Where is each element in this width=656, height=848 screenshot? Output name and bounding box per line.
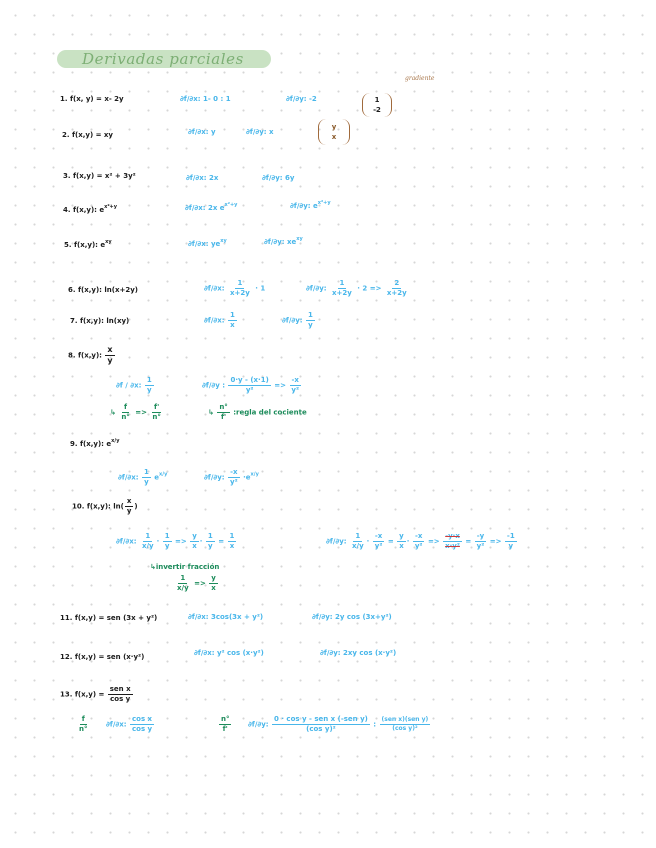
- problem-5-dfdy: [264, 236, 303, 246]
- invert-fraction-note: ↳invertir fracción: [150, 563, 220, 571]
- problem-13-dfdy-fraction: [272, 716, 370, 733]
- problem-10-dfdx-arrow: =>: [175, 537, 187, 546]
- problem-13-function: [60, 686, 134, 703]
- problem-10-dfdy-frac-7-denominator: y: [508, 542, 514, 550]
- problem-10-dfdy-frac-2-numerator: -x: [374, 532, 383, 540]
- problem-13-dfdx-numerator: cos x: [132, 715, 153, 723]
- problem-4-dfdy-base: ∂f/∂y: e: [290, 202, 318, 210]
- problem-13-rule-2-denominator: f': [222, 725, 228, 733]
- problem-10-dfdy-frac-5: [443, 533, 462, 550]
- problem-8-function-fraction: [105, 346, 114, 365]
- problem-13-dfdy-result-denominator: (cos y)²: [392, 725, 418, 732]
- problem-8-dfdx-denominator: y: [146, 386, 152, 394]
- problem-10-dfdy-arrow-2: =>: [489, 537, 502, 546]
- problem-12-dfdy: ∂f/∂y: 2xy cos (x·y²): [320, 649, 397, 657]
- problem-8-dfdx-fraction: [145, 377, 154, 394]
- problem-10-dfdy-frac-6-numerator: -y: [476, 532, 485, 540]
- problem-10-dfdy-frac-6-denominator: y²: [476, 542, 485, 550]
- problem-10-function-fraction: [125, 498, 134, 515]
- problem-10-dfdx-frac-5-denominator: x: [229, 542, 235, 550]
- problem-10-dfdx-frac-5: [228, 533, 237, 550]
- quotient-rule-note-2-text: :regla del cociente: [233, 408, 307, 417]
- invert-fraction-example: [174, 575, 219, 592]
- problem-10-function-numerator: x: [126, 497, 132, 505]
- problem-6-dfdx-tail: · 1: [255, 284, 266, 293]
- problem-8-function-denominator: y: [107, 356, 113, 365]
- problem-8-dfdx-numerator: 1: [146, 376, 152, 384]
- problem-5-dfdx-base: ∂f/∂x: ye: [188, 240, 221, 248]
- problem-4-function-exponent: x²+y: [104, 204, 118, 210]
- problem-10-dfdy-arrow-1: =>: [427, 537, 440, 546]
- problem-13-rule-2-fraction: [219, 716, 231, 733]
- problem-6-dfdy-result: [385, 280, 409, 297]
- gradient-vector-2-bottom: x: [331, 133, 337, 141]
- problem-10-dfdy-equals-1: =: [387, 537, 394, 546]
- problem-13-rule-1-fraction: [77, 716, 89, 733]
- problem-12-function: 12. f(x,y) = sen (x·y²): [60, 653, 145, 661]
- problem-6-dfdx-numerator: 1: [237, 279, 243, 287]
- problem-10-dfdx-frac-2-denominator: y: [164, 542, 170, 550]
- invert-fraction-example-frac-1-numerator: 1: [180, 574, 186, 582]
- problem-10-function-denominator: y: [126, 507, 132, 515]
- problem-10-dfdy-frac-3-numerator: y: [399, 532, 404, 540]
- problem-10-dfdx-frac-2-numerator: 1: [164, 532, 170, 540]
- problem-10-dfdx-frac-3: [190, 533, 199, 550]
- problem-4-function: [63, 204, 118, 214]
- problem-7-dfdx-denominator: x: [230, 321, 235, 329]
- quotient-rule-note-1-result: [150, 404, 162, 421]
- gradient-vector-2: [318, 119, 350, 145]
- problem-9-dfdx-numerator: 1: [143, 468, 149, 476]
- problem-10-dfdy-frac-2-denominator: y²: [374, 542, 383, 550]
- problem-10-dfdy-frac-4: [413, 533, 425, 550]
- problem-9-dfdx: [118, 469, 167, 486]
- problem-6-dfdx-denominator: x+2y: [229, 289, 250, 297]
- problem-1-dfdy: ∂f/∂y: -2: [286, 95, 317, 103]
- problem-10-dfdy-frac-5-denominator: x·y²: [445, 542, 460, 550]
- problem-13-rule-1: [76, 716, 90, 733]
- problem-3-dfdy: ∂f/∂y: 6y: [262, 174, 295, 182]
- problem-10-dfdy-frac-7: [505, 533, 517, 550]
- problem-10-dfdy: ∂f/∂y: $\frac{1}{x/y}$ · $\frac{-x}{\text{y²}}$ = $\frac{y}{x}$ · $\frac{-x}{\text{y²}}$ => $\frac{-y\cdot x}{\text{x·y²}}$ = $\frac{-y}{\text{y²}}$ => $\frac{-1}{y}$: [326, 532, 515, 550]
- invert-fraction-example-arrow: =>: [194, 579, 206, 588]
- problem-9-function-exponent: x/y: [111, 438, 120, 444]
- problem-5-dfdx-exponent: xy: [220, 238, 227, 244]
- problem-2-dfdy: ∂f/∂y: x: [246, 128, 274, 136]
- invert-fraction-example-frac-2: [209, 575, 218, 592]
- invert-fraction-example-frac-2-numerator: y: [211, 574, 216, 582]
- problem-4-dfdx: [185, 202, 238, 212]
- problem-8-dfdy: [202, 377, 302, 394]
- quotient-rule-note-2: [208, 404, 307, 421]
- problem-9-dfdy-label: ∂f/∂y:: [204, 473, 225, 482]
- problem-10-dfdx: ∂f/∂x: $\frac{1}{x/y}$ · $\frac{1}{y}$ => $\frac{y}{x}$ · $\frac{1}{y}$ = $\frac{1}{x}$: [116, 532, 235, 550]
- problem-7-function: 7. f(x,y): ln(xy): [70, 317, 130, 325]
- gradient-vector-1: [362, 93, 392, 117]
- problem-9-dfdx-fraction: [142, 469, 151, 486]
- gradient-vector-2-top: y: [331, 123, 337, 131]
- problem-4-dfdx-base: ∂f/∂x: 2x e: [185, 204, 225, 212]
- problem-5-function: [64, 239, 112, 249]
- problem-4-dfdy: [290, 200, 331, 210]
- gradient-label: gradiente: [405, 75, 435, 82]
- problem-6-dfdx: [204, 280, 265, 297]
- problem-9-dfdy-fraction: [228, 469, 240, 486]
- gradient-vector-1-bottom: -2: [373, 106, 381, 114]
- problem-9-function: [70, 438, 120, 448]
- problem-10-dfdx-frac-2: [163, 533, 172, 550]
- problem-6-dfdy-numerator: 1: [339, 279, 345, 287]
- problem-6-dfdy-fraction: [330, 280, 354, 297]
- problem-8-dfdy-label: ∂f/∂y :: [202, 381, 226, 390]
- problem-3-function: 3. f(x,y) = x² + 3y²: [63, 172, 136, 180]
- quotient-rule-note-2-fraction: [217, 404, 229, 421]
- problem-5-function-exponent: xy: [105, 239, 112, 245]
- problem-7-dfdy-numerator: 1: [308, 311, 313, 319]
- problem-13-dfdy-numerator: 0 · cos y - sen x (-sen y): [274, 715, 368, 723]
- problem-10-dfdy-frac-6: [475, 533, 487, 550]
- problem-10-function-prefix: 10. f(x,y): ln(: [72, 502, 124, 511]
- problem-6-dfdy-denominator: x+2y: [332, 289, 352, 297]
- problem-5-dfdy-base: ∂f/∂y: xe: [264, 238, 297, 246]
- problem-10-dfdy-equals-2: =: [465, 537, 472, 546]
- problem-13-dfdy-label: ∂f/∂y:: [248, 720, 269, 729]
- problem-9-dfdy-exponent: x/y: [250, 471, 259, 478]
- quotient-rule-note-2-numerator: n°: [219, 403, 228, 411]
- problem-13-function-numerator: sen x: [109, 685, 131, 693]
- problem-10-dfdy-frac-3-denominator: x: [399, 542, 404, 550]
- problem-6-dfdy-middle: · 2 =>: [357, 284, 382, 293]
- problem-10-dfdx-frac-1-numerator: 1: [145, 532, 151, 540]
- problem-10-dfdy-frac-4-denominator: y²: [414, 542, 423, 550]
- problem-10-dfdy-frac-3: [397, 533, 406, 550]
- problem-10-dfdx-frac-1-denominator: x/y: [141, 542, 154, 550]
- problem-11-function: 11. f(x,y) = sen (3x + y²): [60, 614, 158, 622]
- problem-10-dfdy-label: ∂f/∂y:: [326, 537, 347, 546]
- page-title: Derivadas parciales: [82, 50, 244, 68]
- problem-13-dfdx-label: ∂f/∂x:: [106, 720, 127, 729]
- problem-1-function: 1. f(x, y) = x- 2y: [60, 95, 124, 103]
- problem-8-function-label: 8. f(x,y):: [68, 351, 102, 360]
- problem-13-rule-2-numerator: n°: [221, 715, 230, 723]
- invert-fraction-example-frac-1: [175, 575, 191, 592]
- problem-7-dfdx-numerator: 1: [229, 311, 235, 319]
- problem-7-dfdy-denominator: y: [308, 321, 313, 329]
- problem-13-rule-1-denominator: n°: [79, 725, 88, 733]
- problem-9-function-base: 9. f(x,y): e: [70, 440, 112, 448]
- problem-9-dfdy-denominator: y²: [230, 478, 238, 486]
- problem-13-function-denominator: cos y: [110, 695, 131, 703]
- problem-10-dfdx-frac-3-denominator: x: [192, 542, 197, 550]
- quotient-rule-note-1: [110, 404, 164, 421]
- problem-10-dfdy-frac-7-numerator: -1: [506, 532, 515, 540]
- problem-10-dfdx-frac-3-numerator: y: [192, 532, 197, 540]
- quotient-rule-note-1-numerator: f: [124, 403, 128, 411]
- problem-4-dfdx-exponent: x²+y: [224, 202, 238, 208]
- problem-7-dfdy-fraction: [306, 312, 315, 329]
- problem-6-dfdy: [306, 280, 410, 297]
- problem-6-dfdy-label: ∂f/∂y:: [306, 284, 327, 293]
- problem-13-dfdy: [248, 716, 431, 733]
- problem-13-dfdy-equals: :: [373, 720, 377, 729]
- problem-6-dfdy-result-denominator: x+2y: [386, 289, 407, 297]
- problem-10-function-suffix: ): [134, 502, 138, 511]
- problem-10-dfdy-frac-1-numerator: 1: [355, 532, 361, 540]
- quotient-rule-note-2-arrow: ↳: [208, 408, 214, 417]
- problem-10-dfdx-frac-4-denominator: y: [208, 542, 213, 550]
- quotient-rule-note-1-fraction: [119, 404, 131, 421]
- problem-10-dfdx-equals: =: [218, 537, 225, 546]
- problem-13-dfdx-denominator: cos y: [131, 725, 153, 733]
- problem-10-function: [72, 498, 138, 515]
- problem-10-dfdx-frac-4: [206, 533, 215, 550]
- problem-12-dfdx: ∂f/∂x: y² cos (x·y²): [194, 649, 264, 657]
- problem-13-rule-1-numerator: f: [81, 715, 85, 723]
- problem-5-dfdy-exponent: xy: [296, 236, 303, 242]
- problem-11-dfdy: ∂f/∂y: 2y cos (3x+y²): [312, 613, 392, 621]
- problem-6-function: 6. f(x,y): ln(x+2y): [68, 286, 138, 294]
- problem-9-dfdy: [204, 469, 259, 486]
- problem-13-function-label: 13. f(x,y) =: [60, 690, 105, 699]
- problem-13-rule-2: [218, 716, 232, 733]
- invert-fraction-example-frac-2-denominator: x: [211, 584, 216, 592]
- problem-9-dfdx-base: e: [154, 473, 160, 482]
- problem-13-dfdy-denominator: (cos y)²: [306, 725, 336, 733]
- problem-13-dfdx: [106, 716, 155, 733]
- problem-8-dfdy-result: [289, 377, 301, 394]
- problem-10-dfdy-frac-1: [350, 533, 366, 550]
- problem-2-dfdx: ∂f/∂x: y: [188, 128, 216, 136]
- problem-10-dfdy-frac-1-denominator: x/y: [352, 542, 364, 550]
- problem-10-dfdx-frac-4-numerator: 1: [207, 532, 213, 540]
- quotient-rule-note-1-result-denominator: n°: [152, 413, 161, 421]
- problem-8-dfdy-fraction: [228, 377, 270, 394]
- problem-10-dfdy-frac-5-numerator: -y·x: [445, 532, 460, 540]
- quotient-rule-note-1-arrow: ↳: [110, 408, 116, 417]
- problem-8-function: [68, 346, 116, 365]
- problem-7-dfdx: [204, 312, 238, 329]
- problem-8-dfdy-numerator: 0·y - (x·1): [230, 376, 269, 384]
- problem-10-dfdx-label: ∂f/∂x:: [116, 537, 137, 546]
- quotient-rule-note-1-implies: =>: [135, 408, 147, 417]
- problem-13-dfdy-result-numerator: (sen x)(sen y): [381, 716, 429, 723]
- problem-2-function: 2. f(x,y) = xy: [62, 131, 113, 139]
- problem-8-dfdy-result-denominator: y²: [291, 386, 300, 394]
- problem-8-dfdy-result-numerator: -x: [291, 376, 299, 384]
- problem-4-function-base: 4. f(x,y): e: [63, 206, 105, 214]
- invert-fraction-example-frac-1-denominator: x/y: [177, 584, 189, 592]
- problem-5-function-base: 5. f(x,y): e: [64, 241, 106, 249]
- quotient-rule-note-1-result-numerator: f': [154, 403, 160, 411]
- problem-9-dfdx-label: ∂f/∂x:: [118, 473, 139, 482]
- problem-11-dfdx: ∂f/∂x: 3cos(3x + y²): [188, 613, 264, 621]
- quotient-rule-note-1-denominator: n°: [121, 413, 130, 421]
- problem-9-dfdx-exponent: x/y: [159, 471, 168, 478]
- problem-13-dfdy-result: [380, 717, 431, 732]
- problem-8-dfdx: [116, 377, 155, 394]
- problem-9-dfdy-numerator: -x: [230, 468, 238, 476]
- problem-9-dfdx-denominator: y: [144, 478, 149, 486]
- problem-9-dfdy-base: ·e: [243, 473, 251, 482]
- problem-13-function-fraction: [108, 686, 133, 703]
- quotient-rule-note-2-denominator: f': [220, 413, 227, 421]
- problem-8-dfdx-label: ∂f / ∂x:: [116, 381, 142, 390]
- problem-7-dfdy-label: ∂f/∂y:: [282, 316, 303, 325]
- problem-8-dfdy-arrow: =>: [274, 381, 286, 390]
- problem-6-dfdx-label: ∂f/∂x:: [204, 284, 225, 293]
- problem-8-dfdy-denominator: y²: [245, 386, 254, 394]
- problem-3-dfdx: ∂f/∂x: 2x: [186, 174, 219, 182]
- problem-7-dfdx-fraction: [228, 312, 237, 329]
- problem-6-dfdx-fraction: [228, 280, 252, 297]
- problem-4-dfdy-exponent: x²+y: [317, 200, 331, 206]
- problem-10-dfdy-frac-2: [373, 533, 385, 550]
- problem-10-dfdx-frac-5-numerator: 1: [229, 532, 235, 540]
- problem-7-dfdy: [282, 312, 316, 329]
- problem-10-dfdy-frac-4-numerator: -x: [414, 532, 423, 540]
- gradient-vector-1-top: 1: [374, 96, 380, 104]
- problem-8-function-numerator: x: [107, 345, 113, 354]
- problem-10-dfdx-frac-1: [140, 533, 156, 550]
- problem-6-dfdy-result-numerator: 2: [394, 279, 400, 287]
- problem-5-dfdx: [188, 238, 227, 248]
- problem-7-dfdx-label: ∂f/∂x:: [204, 316, 225, 325]
- problem-13-dfdx-fraction: [130, 716, 154, 733]
- problem-1-dfdx: ∂f/∂x: 1- 0 : 1: [180, 95, 231, 103]
